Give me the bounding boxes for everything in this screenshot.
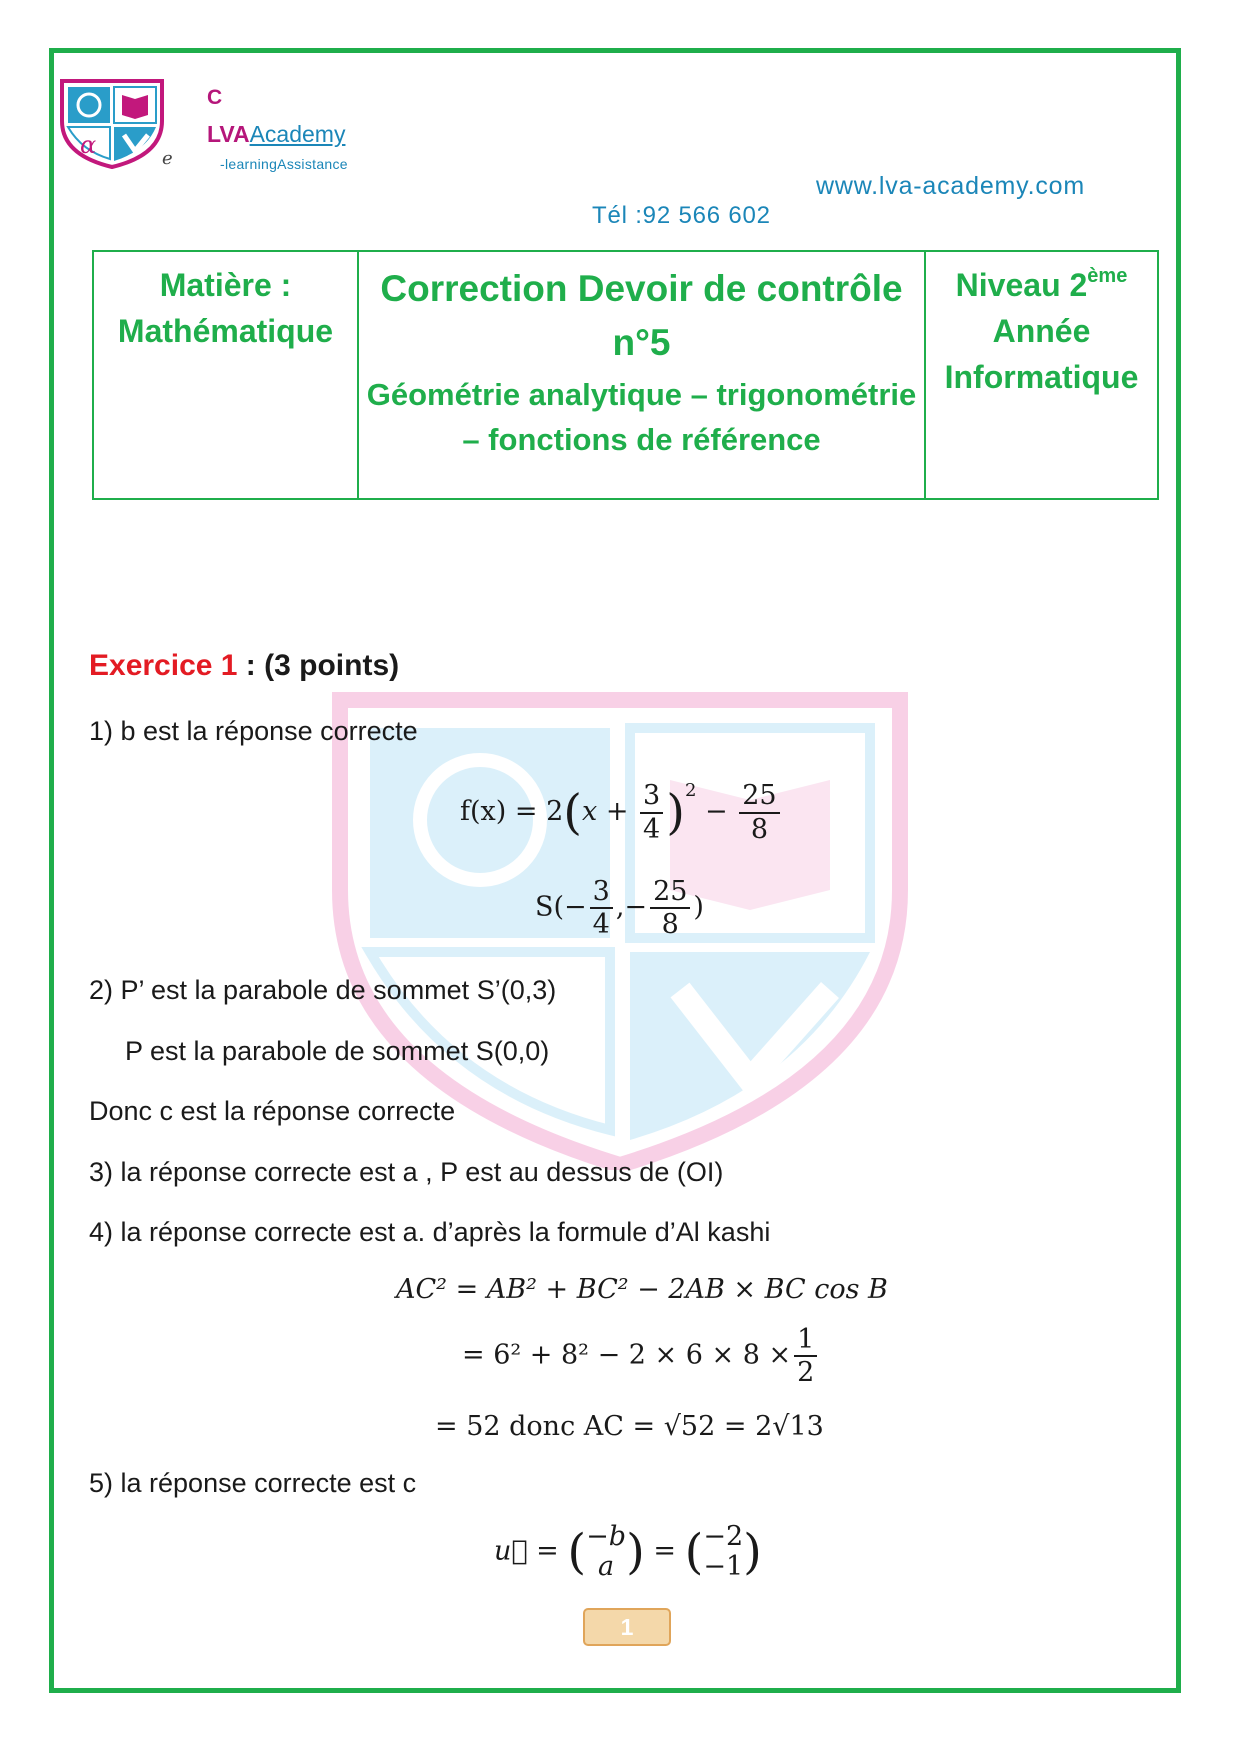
brand-lva: LVA (207, 121, 250, 147)
vector-top: −2 (703, 1521, 744, 1552)
exponent: 2 (684, 780, 697, 801)
open-paren: ( (563, 784, 582, 841)
answer-2-detail: P est la parabole de sommet S(0,0) (125, 1036, 550, 1066)
level-superscript: ème (1087, 265, 1128, 287)
vector-bottom: a (598, 1551, 615, 1583)
title-cell (359, 252, 926, 498)
level-line-1 (926, 262, 1157, 308)
brand-academy-link[interactable]: Academy (249, 121, 346, 147)
subject-value: Mathématique (117, 313, 334, 349)
numerator: 3 (640, 780, 663, 813)
document-subtitle: Géométrie analytique – trigonométrie – fonctions de référence (366, 377, 917, 457)
answer-2-conclusion: Donc c est la réponse correcte (89, 1096, 456, 1126)
vector-top: −b (586, 1521, 627, 1552)
phone-number: Tél :92 566 602 (592, 202, 771, 229)
open-paren: ( (684, 1524, 704, 1581)
level-cell (926, 252, 1157, 498)
subject-cell (94, 252, 359, 498)
close-paren: ) (666, 784, 685, 841)
numerator: 1 (794, 1324, 817, 1357)
exercise-number: Exercice 1 (89, 649, 238, 682)
svg-text:α: α (80, 131, 97, 159)
title-table (92, 250, 1159, 500)
answer-5: 5) la réponse correcte est c (89, 1468, 417, 1498)
exercise-title (89, 649, 399, 683)
level-line-3: Informatique (944, 359, 1139, 395)
fraction-3-4 (640, 780, 663, 844)
fraction-1-2 (794, 1324, 817, 1388)
brand-letter-c: C (207, 86, 223, 109)
var-x: x (582, 796, 598, 827)
answer-4: 4) la réponse correcte est a. d’après la formule d’Al kashi (89, 1217, 771, 1247)
website-link[interactable]: www.lva-academy.com (816, 172, 1085, 200)
numerator: 25 (650, 876, 690, 909)
numerator: 25 (739, 780, 779, 813)
brand-tagline: -learningAssistance (220, 156, 348, 172)
level-prefix: Niveau 2 (955, 267, 1088, 303)
fraction-3-4 (590, 876, 613, 940)
equation-vertex-s (535, 876, 704, 940)
denominator: 4 (592, 909, 610, 941)
minus-sign: − (705, 796, 728, 827)
brand-letter-e: e (162, 148, 173, 169)
answer-2: 2) P’ est la parabole de sommet S’(0,3) (89, 975, 557, 1005)
level-line-2: Année (992, 313, 1091, 349)
equation-vector-u (494, 1522, 762, 1582)
f-lhs: f(x) = 2 (460, 796, 564, 827)
vector-u-lhs: u⃗ = (494, 1535, 559, 1567)
vector-column-1 (586, 1522, 626, 1582)
document-number: n°5 (612, 322, 671, 363)
exercise-points: : (3 points) (237, 649, 400, 682)
answer-3: 3) la réponse correcte est a , P est au dessus de (OI) (89, 1157, 724, 1187)
equals-sign: = (653, 1535, 677, 1567)
denominator: 4 (643, 813, 661, 845)
denominator: 8 (750, 813, 768, 845)
lva-logo (58, 77, 166, 169)
numerator: 3 (590, 876, 613, 909)
close-paren: ) (743, 1524, 762, 1581)
denominator: 8 (661, 909, 679, 941)
answer-1: 1) b est la réponse correcte (89, 716, 418, 746)
subject-label: Matière : (159, 267, 292, 303)
plus-sign: + (605, 796, 629, 827)
denominator: 2 (797, 1357, 815, 1389)
fraction-25-8 (739, 780, 779, 844)
s-close: ) (693, 891, 704, 923)
s-comma: ,− (615, 891, 648, 923)
open-paren: ( (567, 1524, 587, 1581)
page-number: 1 (583, 1608, 671, 1646)
substitution-lhs: = 6² + 8² − 2 × 6 × 8 × (462, 1339, 792, 1371)
document-title: Correction Devoir de contrôle (380, 268, 903, 309)
fraction-25-8 (650, 876, 690, 940)
brand-name (207, 121, 345, 148)
equation-substitution (462, 1324, 820, 1388)
vector-bottom: −1 (703, 1551, 744, 1583)
vector-column-2 (703, 1522, 743, 1582)
s-prefix: S(− (535, 891, 587, 923)
equation-result: = 52 donc AC = √52 = 2√13 (435, 1411, 824, 1442)
equation-al-kashi: AC² = AB² + BC² − 2AB × BC cos B (396, 1274, 888, 1305)
equation-f-of-x (460, 780, 783, 845)
close-paren: ) (626, 1524, 645, 1581)
